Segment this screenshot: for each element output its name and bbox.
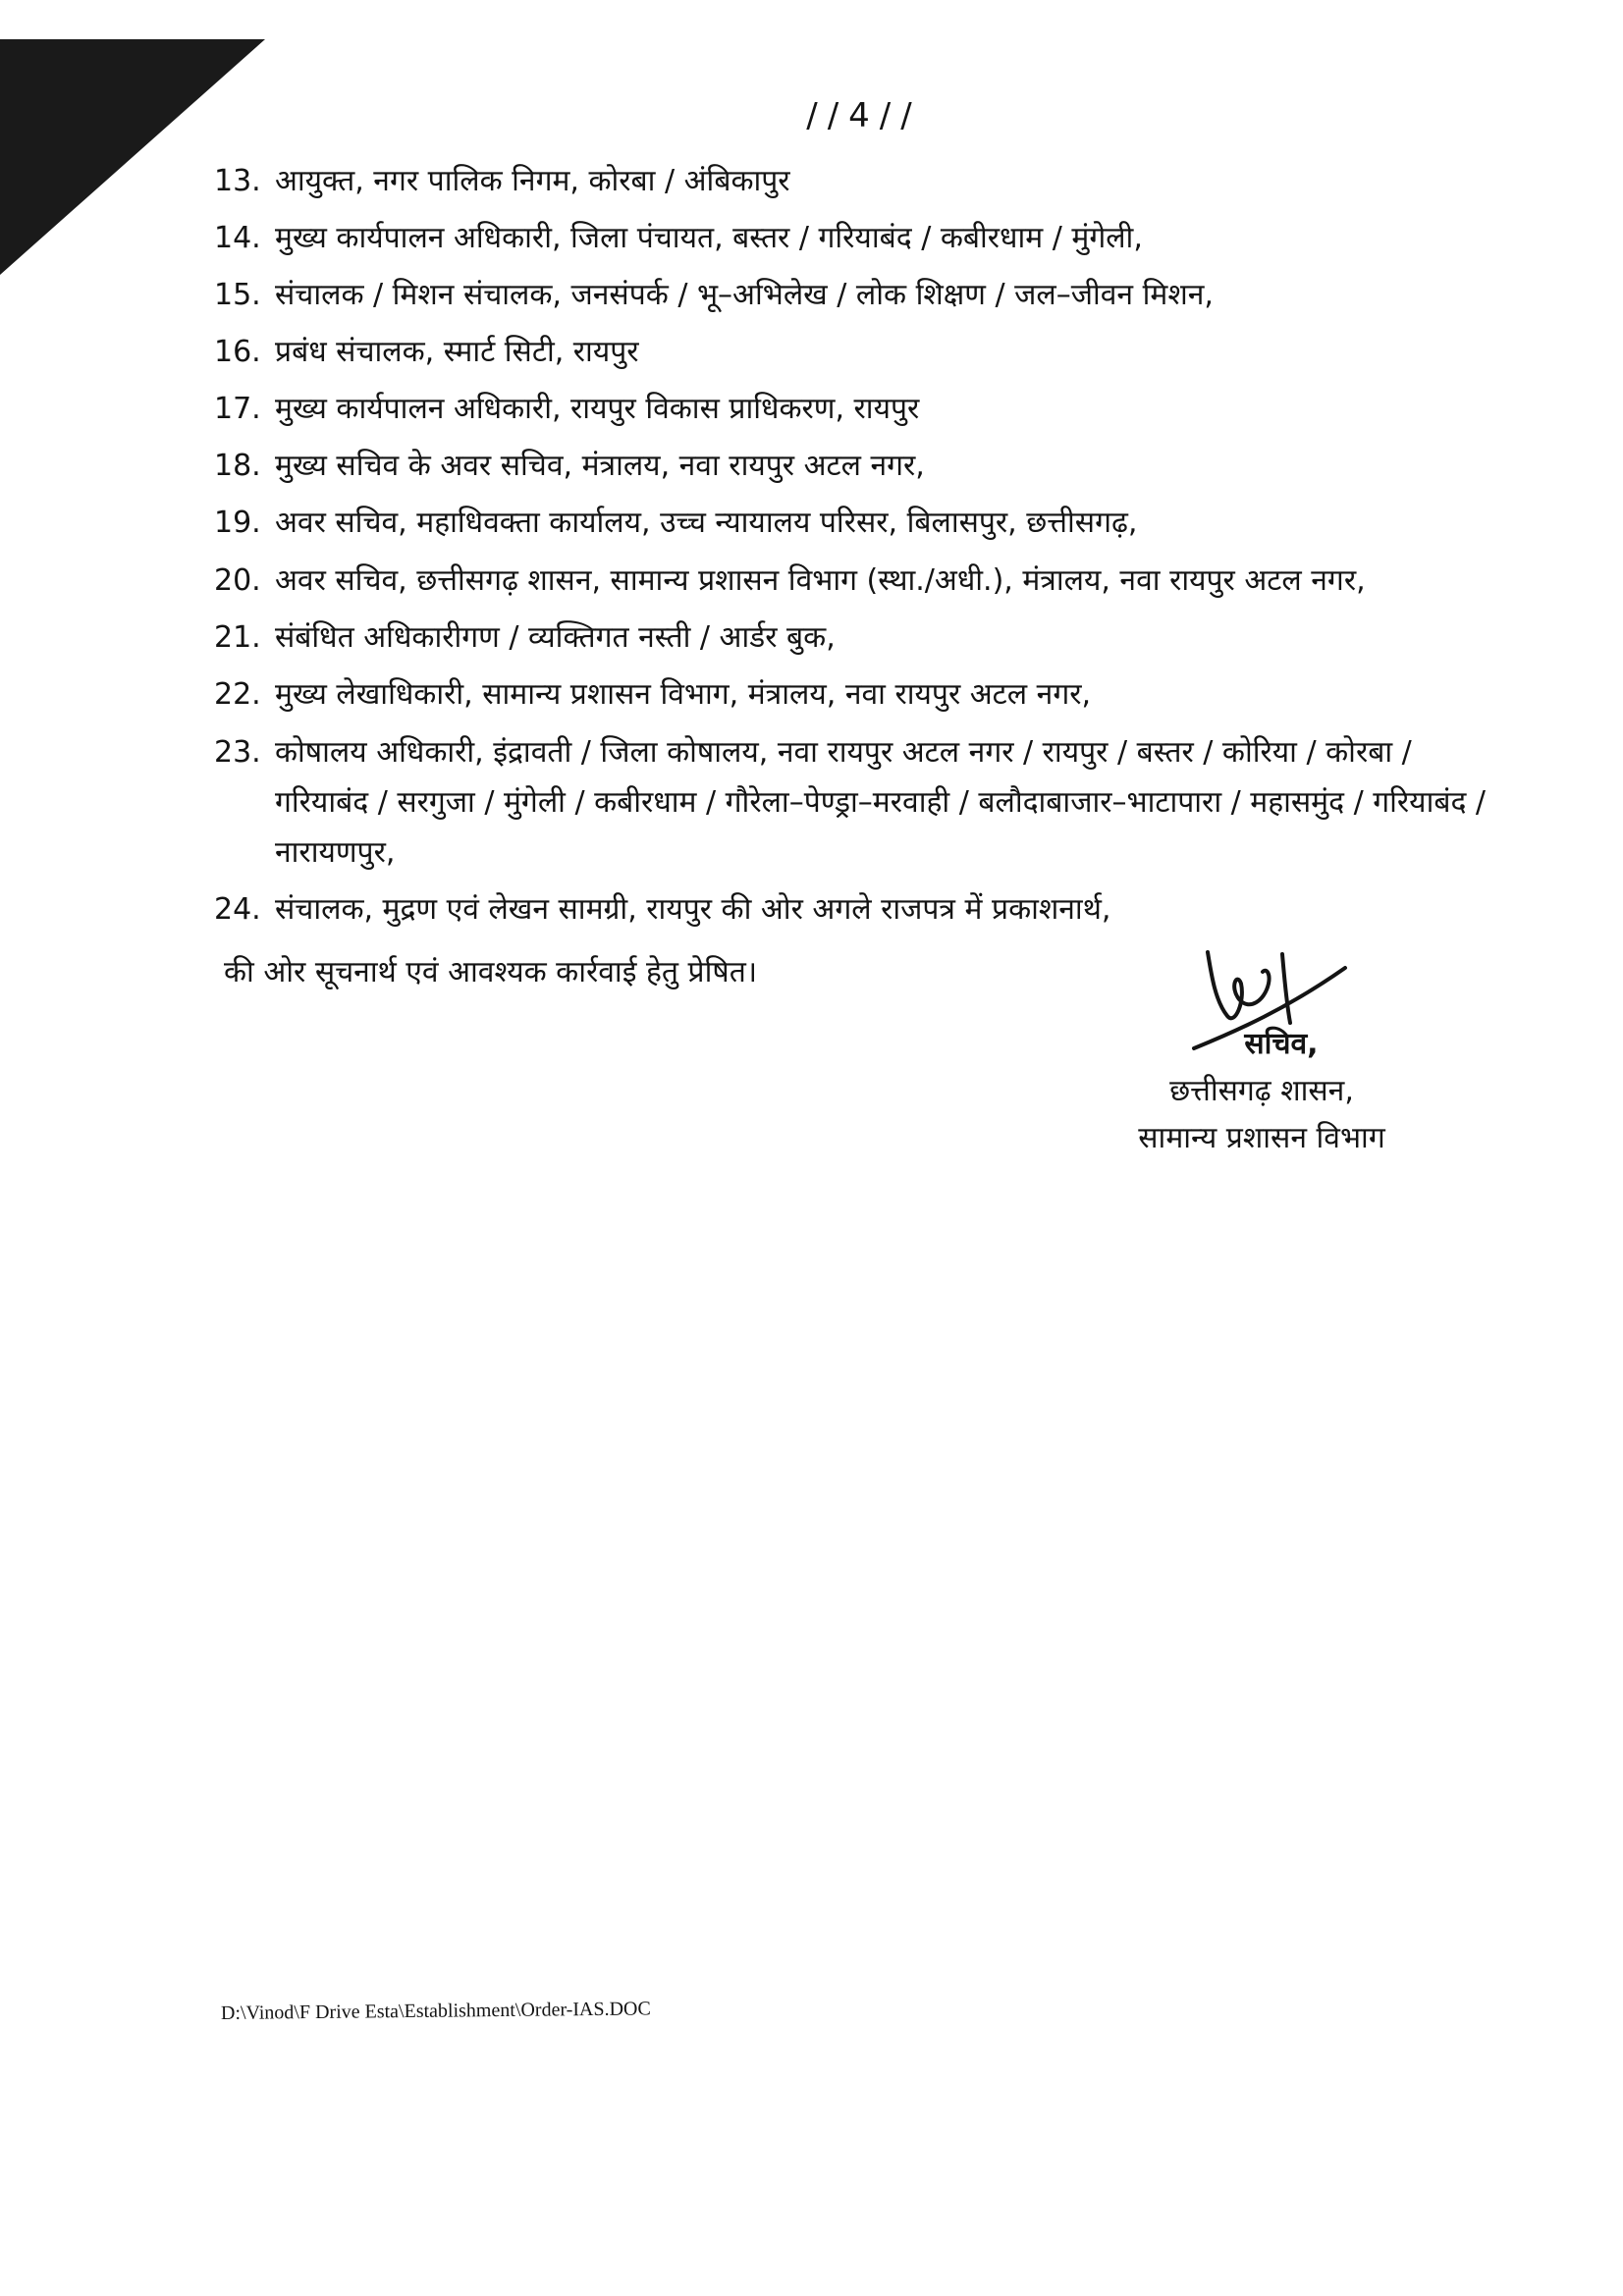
list-item: [214, 328, 1500, 377]
signatory-designation: सचिव,: [1244, 1027, 1319, 1061]
list-item: [214, 614, 1500, 663]
item-number: 20.: [214, 563, 261, 598]
item-number: 16.: [214, 335, 261, 369]
distribution-list: [214, 157, 1500, 942]
page-number: //4//: [806, 96, 922, 135]
item-text: संबंधित अधिकारीगण / व्यक्तिगत नस्ती / आर्डर बुक,: [275, 620, 836, 655]
list-item: [214, 271, 1500, 320]
item-number: 23.: [214, 735, 261, 770]
list-item: [214, 670, 1500, 720]
item-number: 22.: [214, 677, 261, 712]
item-text: मुख्य सचिव के अवर सचिव, मंत्रालय, नवा रायपुर अटल नगर,: [275, 449, 925, 483]
list-item: [214, 556, 1500, 606]
item-text: मुख्य कार्यपालन अधिकारी, रायपुर विकास प्राधिकरण, रायपुर: [275, 392, 920, 426]
signature-block: [1075, 1021, 1448, 1162]
item-text: मुख्य कार्यपालन अधिकारी, जिला पंचायत, बस्तर / गरियाबंद / कबीरधाम / मुंगेली,: [275, 221, 1143, 255]
item-number: 15.: [214, 278, 261, 312]
footer-file-path: D:\Vinod\F Drive Esta\Establishment\Order-IAS.DOC: [220, 1998, 651, 2024]
list-item: [214, 157, 1500, 206]
item-number: 21.: [214, 620, 261, 655]
signatory-government: छत्तीसगढ़ शासन,: [1169, 1074, 1354, 1108]
item-number: 13.: [214, 164, 261, 198]
list-item: [214, 385, 1500, 434]
item-text: अवर सचिव, छत्तीसगढ़ शासन, सामान्य प्रशासन विभाग (स्था./अधी.), मंत्रालय, नवा रायपुर अटल नगर,: [275, 563, 1366, 598]
item-text: संचालक / मिशन संचालक, जनसंपर्क / भू–अभिलेख / लोक शिक्षण / जल–जीवन मिशन,: [275, 278, 1214, 312]
item-number: 14.: [214, 221, 261, 255]
signatory-department: सामान्य प्रशासन विभाग: [1138, 1121, 1385, 1155]
item-number: 18.: [214, 449, 261, 483]
item-text: आयुक्त, नगर पालिक निगम, कोरबा / अंबिकापुर: [275, 164, 790, 198]
list-item: [214, 499, 1500, 548]
list-item: [214, 214, 1500, 263]
list-item: [214, 727, 1500, 878]
item-text: कोषालय अधिकारी, इंद्रावती / जिला कोषालय, नवा रायपुर अटल नगर / रायपुर / बस्तर / कोरिया / कोरबा / गरियाबंद / सरगुजा / मुंगेली / कबीरधाम / गौरेला–पेण्ड्रा–मरवाही / बलौदाबाजार–भाटापारा / महासमुंद / गरियाबंद / नारायणपुर,: [275, 735, 1487, 870]
item-number: 24.: [214, 892, 261, 927]
item-number: 19.: [214, 506, 261, 540]
item-text: अवर सचिव, महाधिवक्ता कार्यालय, उच्च न्यायालय परिसर, बिलासपुर, छत्तीसगढ़,: [275, 506, 1138, 540]
list-item: [214, 885, 1500, 934]
closing-line: की ओर सूचनार्थ एवं आवश्यक कार्रवाई हेतु प्रेषित।: [224, 955, 758, 989]
item-text: प्रबंध संचालक, स्मार्ट सिटी, रायपुर: [275, 335, 639, 369]
item-number: 17.: [214, 392, 261, 426]
item-text: मुख्य लेखाधिकारी, सामान्य प्रशासन विभाग, मंत्रालय, नवा रायपुर अटल नगर,: [275, 677, 1092, 712]
list-item: [214, 442, 1500, 491]
item-text: संचालक, मुद्रण एवं लेखन सामग्री, रायपुर की ओर अगले राजपत्र में प्रकाशनार्थ,: [275, 892, 1111, 927]
